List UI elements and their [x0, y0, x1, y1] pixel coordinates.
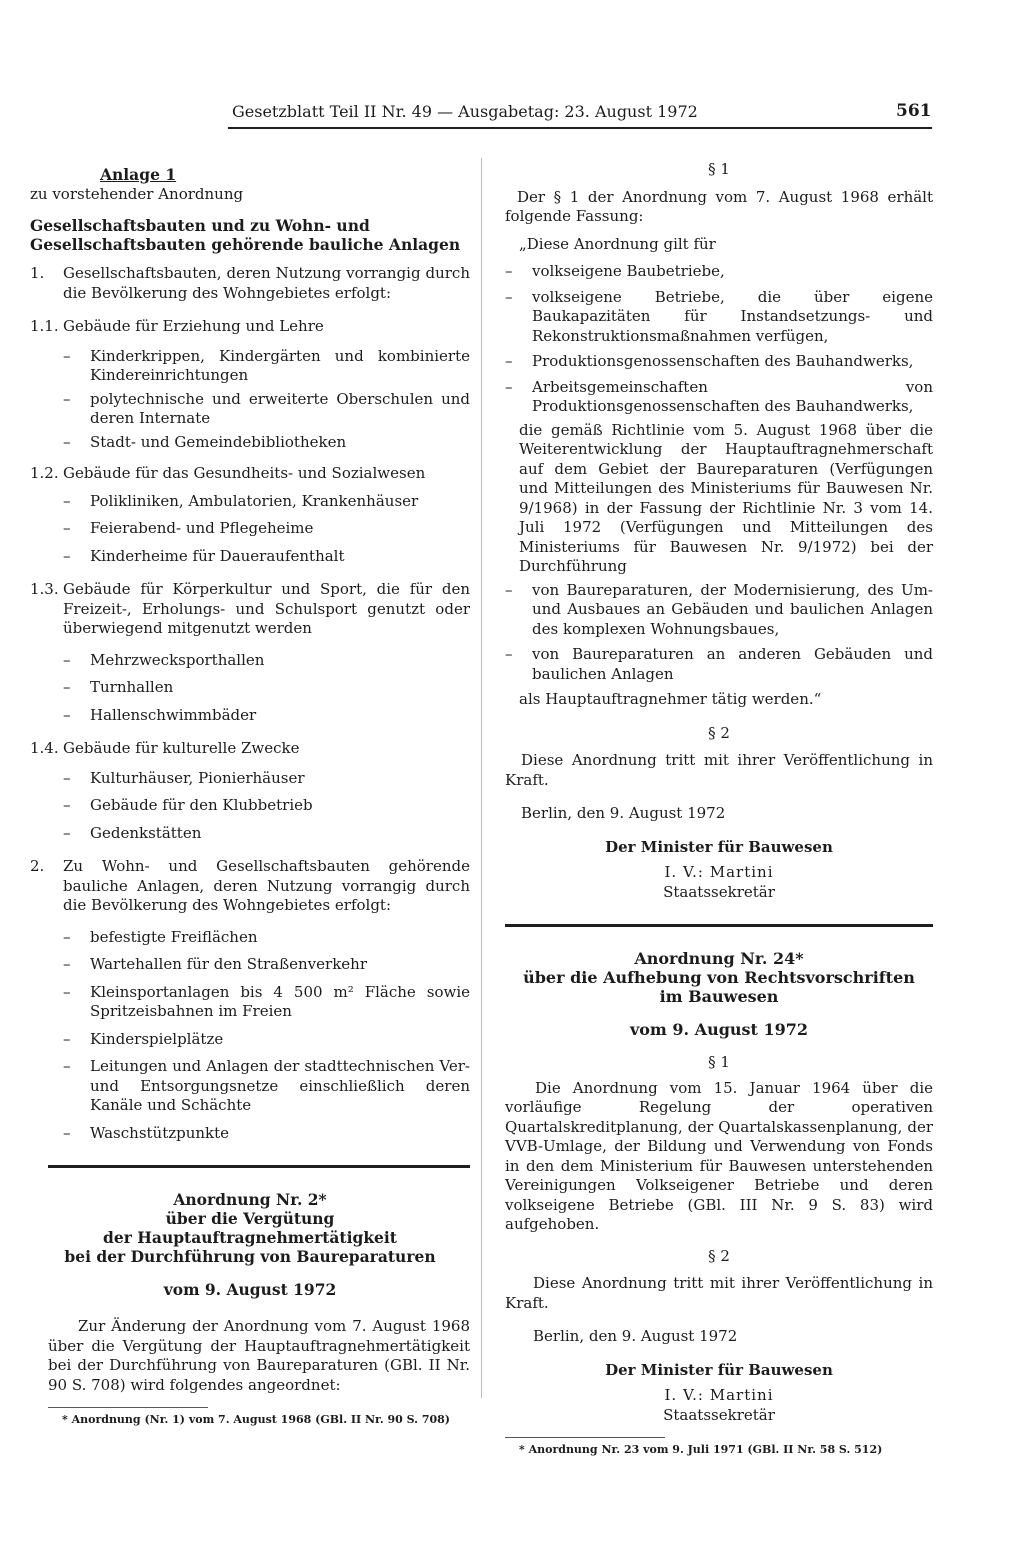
running-header: Gesetzblatt Teil II Nr. 49 — Ausgabetag: 23. August 1972: [232, 102, 698, 121]
list-item: – Turnhallen: [63, 678, 174, 696]
paragraph-sign-2: § 2: [708, 1246, 730, 1265]
section-1-1: [30, 317, 470, 337]
list-item: – Hallenschwimmbäder: [63, 705, 257, 724]
item-text: Zu Wohn- und Gesellschaftsbauten gehörende bauliche Anlagen, deren Nutzung vorrangig durch die Bevölkerung des Wohngebietes erfolgt:: [63, 857, 470, 914]
list-item: – Feierabend- und Pflegeheime: [63, 519, 314, 537]
list-item: – von Baureparaturen, der Modernisierung, des Um- und Ausbaues an Gebäuden und baulichen Anlagen des komplexen Wohnungsbaues,: [505, 580, 933, 638]
signature-role: Staatssekretär: [663, 882, 775, 901]
signature-title: Der Minister für Bauwesen: [605, 837, 833, 856]
list-item: – volkseigene Baubetriebe,: [505, 262, 725, 280]
list-item: – Polikliniken, Ambulatorien, Krankenhäuser: [63, 491, 419, 510]
list-item: – polytechnische und erweiterte Oberschulen und deren Internate: [63, 389, 470, 427]
list-item: – befestigte Freiflächen: [63, 927, 258, 946]
list-item: – Produktionsgenossenschaften des Bauhandwerks,: [505, 352, 914, 370]
decree-24-subtitle: über die Aufhebung von Rechtsvorschriften: [523, 968, 915, 987]
decree-2-subtitle: der Hauptauftragnehmertätigkeit: [103, 1228, 397, 1247]
list-item: – Gebäude für den Klubbetrieb: [63, 796, 313, 814]
decree-2-date: vom 9. August 1972: [163, 1280, 337, 1299]
decree-2-intro: Zur Änderung der Anordnung vom 7. August 1968 über die Vergütung der Hauptauftragnehmertätigkeit bei der Durchführung von Baureparaturen (GBl. II Nr. 90 S. 708) wird folgendes angeordnet:: [48, 1317, 470, 1394]
quote-opening: „Diese Anordnung gilt für: [519, 234, 716, 253]
footnote-rule: [48, 1407, 208, 1408]
decree-24-title: Anordnung Nr. 24*: [634, 949, 804, 968]
effective-clause: Diese Anordnung tritt mit ihrer Veröffentlichung in Kraft.: [505, 1274, 933, 1312]
column-divider: [481, 158, 482, 1398]
amendment-intro: Der § 1 der Anordnung vom 7. August 1968 erhält folgende Fassung:: [505, 187, 933, 225]
list-item: – Gedenkstätten: [63, 823, 202, 842]
signature-role: Staatssekretär: [663, 1405, 775, 1424]
section-1-4: 1.4. Gebäude für kulturelle Zwecke: [30, 739, 470, 759]
decree-24-date: vom 9. August 1972: [629, 1020, 809, 1039]
footnote: * Anordnung (Nr. 1) vom 7. August 1968 (GBl. II Nr. 90 S. 708): [62, 1413, 450, 1426]
list-item: – Mehrzwecksporthallen: [63, 650, 265, 669]
list-item: – Kleinsportanlagen bis 4 500 m² Fläche sowie Spritzeisbahnen im Freien: [63, 982, 470, 1020]
signature-name: I. V.: Martini: [664, 863, 774, 881]
section-1-3: 1.3. Gebäude für Körperkultur und Sport, die für den Freizeit-, Erholungs- und Schulsport genutzt oder überwiegend mitgenutzt werden: [30, 580, 470, 637]
decree-2-subtitle: bei der Durchführung von Baureparaturen: [64, 1247, 436, 1266]
left-column: [30, 165, 470, 1427]
item-1: [30, 264, 470, 303]
annex-heading: Gesellschaftsbauten und zu Wohn- und Gesellschaftsbauten gehörende bauliche Anlagen: [30, 216, 461, 254]
section-title: Gebäude für kulturelle Zwecke: [63, 739, 300, 757]
list-item: – Leitungen und Anlagen der stadttechnischen Ver- und Entsorgungsnetze einschließlich deren Kanäle und Schächte: [63, 1057, 470, 1114]
annex-reference: zu vorstehender Anordnung: [30, 184, 244, 203]
section-number: 1.1.: [30, 317, 59, 335]
footnote-rule: [505, 1437, 665, 1438]
decree-2-subtitle: über die Vergütung: [165, 1209, 335, 1228]
header-rule: [228, 127, 932, 129]
section-title: Gebäude für das Gesundheits- und Sozialwesen: [63, 464, 426, 482]
list-item: – Kulturhäuser, Pionierhäuser: [63, 768, 305, 787]
list-item: – Stadt- und Gemeindebibliotheken: [63, 432, 347, 451]
annex-title: Anlage 1: [100, 165, 177, 184]
place-date: Berlin, den 9. August 1972: [533, 1327, 738, 1345]
list-item: – von Baureparaturen an anderen Gebäuden und baulichen Anlagen: [505, 645, 933, 683]
item-number: 1.: [30, 264, 45, 282]
decree-24-subtitle: im Bauwesen: [659, 987, 779, 1006]
list-item: – Waschstützpunkte: [63, 1123, 230, 1142]
repeal-clause: Die Anordnung vom 15. Januar 1964 über die vorläufige Regelung der operativen Quartalskreditplanung, der Quartalskassenplanung, der VVB-Umlage, der Bildung und Verwendung von Fonds in den dem Ministerium für Bauwesen unterstehenden Vereinigungen Volkseigener Betriebe und deren volkseigene Betriebe (GBl. III Nr. 9 S. 83) wird aufgehoben.: [505, 1078, 933, 1233]
signature-name: I. V.: Martini: [664, 1386, 774, 1404]
place-date: Berlin, den 9. August 1972: [521, 804, 726, 822]
decree-2-title: Anordnung Nr. 2*: [173, 1190, 327, 1209]
amendment-paragraph: die gemäß Richtlinie vom 5. August 1968 über die Weiterentwicklung der Hauptauftragnehmerschaft auf dem Gebiet der Baureparaturen (Verfügungen und Mitteilungen des Ministeriums für Bauwesen Nr. 9/1968) in der Fassung der Richtlinie Nr. 3 vom 14. Juli 1972 (Verfügungen und Mitteilungen des Ministeriums für Bauwesen Nr. 9/1972) bei der Durchführung: [519, 420, 933, 575]
paragraph-sign-1: § 1: [708, 160, 730, 178]
footnote: * Anordnung Nr. 23 vom 9. Juli 1971 (GBl. II Nr. 58 S. 512): [519, 1443, 883, 1456]
paragraph-sign-1: § 1: [708, 1053, 730, 1071]
list-item: – Arbeitsgemeinschaften von Produktionsgenossenschaften des Bauhandwerks,: [505, 377, 933, 415]
section-separator: [48, 1165, 470, 1168]
section-title: Gebäude für Körperkultur und Sport, die für den Freizeit-, Erholungs- und Schulsport genutzt oder überwiegend mitgenutzt werden: [63, 580, 470, 637]
signature-title: Der Minister für Bauwesen: [605, 1360, 833, 1379]
quote-closing: als Hauptauftragnehmer tätig werden.“: [519, 690, 822, 708]
right-column: [505, 160, 933, 1457]
effective-clause: Diese Anordnung tritt mit ihrer Veröffentlichung in Kraft.: [505, 751, 933, 789]
item-text: Gesellschaftsbauten, deren Nutzung vorrangig durch die Bevölkerung des Wohngebietes erfolgt:: [63, 264, 470, 302]
list-item: – Wartehallen für den Straßenverkehr: [63, 955, 367, 973]
page-number: 561: [896, 101, 932, 121]
list-item: – volkseigene Betriebe, die über eigene Baukapazitäten für Instandsetzungs- und Rekonstruktionsmaßnahmen verfügen,: [505, 287, 933, 345]
paragraph-sign-2: § 2: [708, 723, 730, 742]
section-separator: [505, 924, 933, 927]
section-1-2: 1.2. Gebäude für das Gesundheits- und Sozialwesen: [30, 464, 470, 484]
list-item: – Kinderheime für Daueraufenthalt: [63, 546, 345, 565]
section-title: Gebäude für Erziehung und Lehre: [63, 317, 324, 335]
list-item: – Kinderkrippen, Kindergärten und kombinierte Kindereinrichtungen: [63, 346, 470, 384]
item-2: 2. Zu Wohn- und Gesellschaftsbauten gehörende bauliche Anlagen, deren Nutzung vorrangig durch die Bevölkerung des Wohngebietes erfolgt:: [30, 857, 470, 914]
list-item: – Kinderspielplätze: [63, 1029, 224, 1048]
